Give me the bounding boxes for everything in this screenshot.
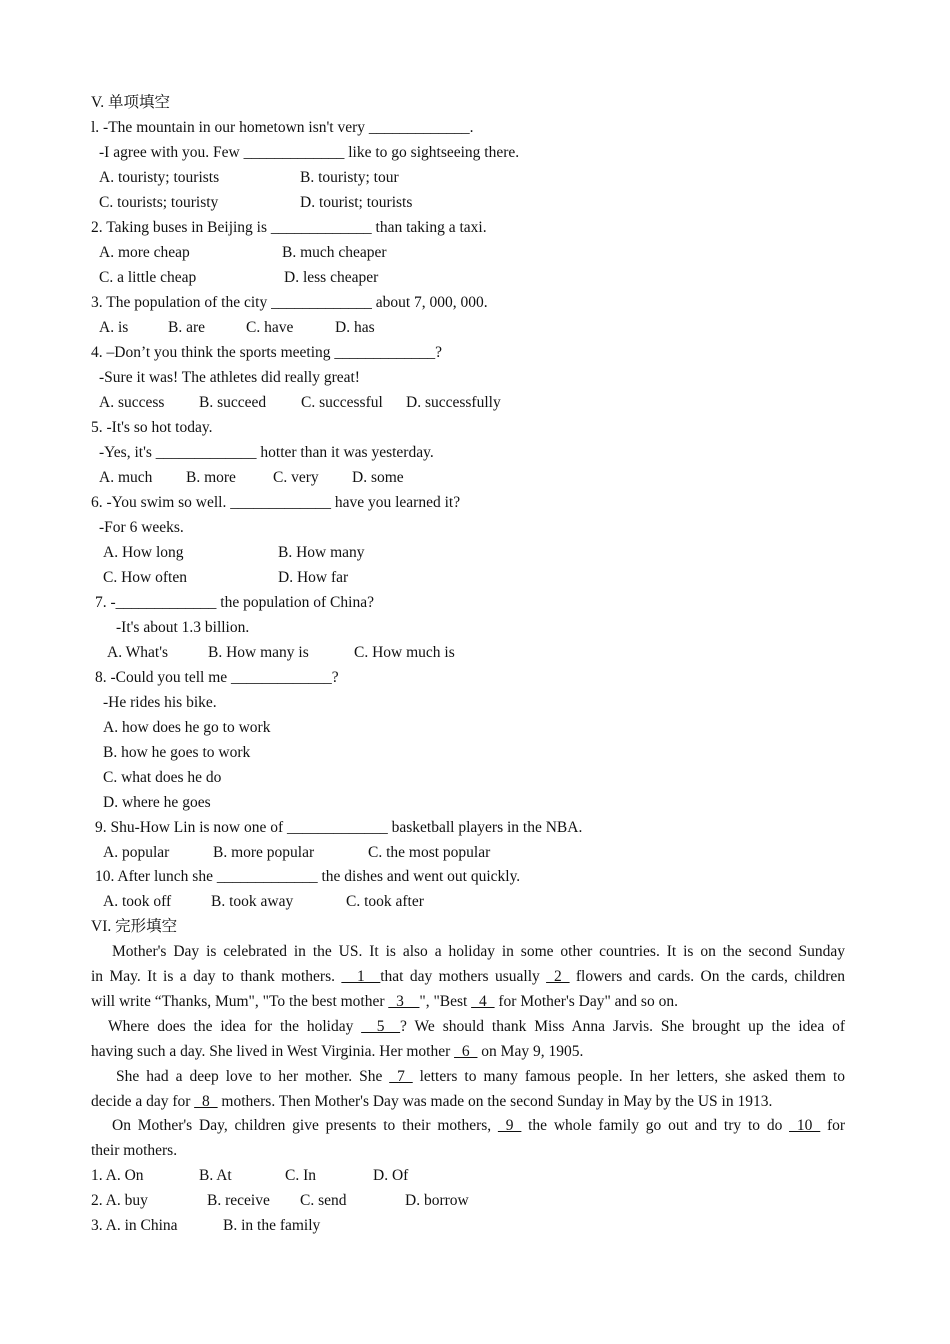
q4-option-b: B. succeed: [199, 394, 267, 411]
q7-option-a: A. What's: [107, 644, 169, 661]
q9-option-b: B. more popular: [213, 844, 315, 861]
question-6-stem: 6. -You swim so well. _____________ have you learned it?: [91, 494, 461, 511]
q8-option-a: A. how does he go to work: [103, 719, 271, 736]
passage-p2-line-1: Where does the idea for the holiday __5__? We should thank Miss Anna Jarvis. She brought up the idea of: [108, 1018, 846, 1035]
cloze-2-option-b: B. receive: [207, 1192, 270, 1209]
q5-option-a: A. much: [99, 469, 153, 486]
question-5-stem: 5. -It's so hot today.: [91, 419, 213, 436]
q3-option-b: B. are: [168, 319, 206, 336]
question-5-reply: -Yes, it's _____________ hotter than it was yesterday.: [99, 444, 434, 461]
q10-option-c: C. took after: [346, 893, 424, 910]
passage-p1-line-3: will write “Thanks, Mum", "To the best mother _3__", "Best _4_ for Mother's Day" and so on.: [91, 993, 678, 1010]
q9-option-c: C. the most popular: [368, 844, 491, 861]
q1-option-b: B. touristy; tour: [300, 169, 399, 186]
section-v-heading: V. 单项填空: [91, 94, 170, 111]
blank-1: __1__: [341, 968, 381, 985]
q6-option-b: B. How many: [278, 544, 365, 561]
question-3-stem: 3. The population of the city _____________ about 7, 000, 000.: [91, 294, 488, 311]
q5-option-d: D. some: [352, 469, 404, 486]
question-1-reply: -I agree with you. Few _____________ like to go sightseeing there.: [99, 144, 520, 161]
passage-p3-line-1: She had a deep love to her mother. She _7_ letters to many famous people. In her letters, she asked them to: [116, 1068, 846, 1085]
q3-option-c: C. have: [246, 319, 294, 336]
q2-option-d: D. less cheaper: [284, 269, 379, 286]
q1-option-c: C. tourists; touristy: [99, 194, 219, 211]
q3-option-a: A. is: [99, 319, 129, 336]
blank-3: _3__: [388, 993, 420, 1010]
q6-option-c: C. How often: [103, 569, 187, 586]
q6-option-d: D. How far: [278, 569, 349, 586]
q2-option-c: C. a little cheap: [99, 269, 197, 286]
blank-6: _6_: [454, 1043, 478, 1060]
section-vi-heading: VI. 完形填空: [91, 918, 178, 935]
cloze-1-option-b: B. At: [199, 1167, 232, 1184]
cloze-2-option-d: D. borrow: [405, 1192, 469, 1209]
blank-7: _7_: [389, 1068, 413, 1085]
blank-5: __5__: [361, 1018, 401, 1035]
passage-p4-line-1: On Mother's Day, children give presents to their mothers, _9_ the whole family go out and try to do _10_ for: [112, 1117, 846, 1134]
question-7-reply: -It's about 1.3 billion.: [116, 619, 250, 636]
passage-p4-line-2: their mothers.: [91, 1142, 178, 1159]
question-9-stem: 9. Shu-How Lin is now one of _____________ basketball players in the NBA.: [95, 819, 583, 836]
passage-p1-line-1: Mother's Day is celebrated in the US. It is also a holiday in some other countries. It is on the second Sunday: [112, 943, 845, 960]
q2-option-a: A. more cheap: [99, 244, 190, 261]
q10-option-b: B. took away: [211, 893, 294, 910]
passage-p2-line-2: having such a day. She lived in West Virginia. Her mother _6_ on May 9, 1905.: [91, 1043, 584, 1060]
question-8-reply: -He rides his bike.: [103, 694, 217, 711]
blank-8: _8_: [194, 1093, 218, 1110]
blank-10: _10_: [789, 1117, 821, 1134]
cloze-3-option-b: B. in the family: [223, 1217, 321, 1234]
q8-option-c: C. what does he do: [103, 769, 222, 786]
blank-2: _2_: [546, 968, 570, 985]
q3-option-d: D. has: [335, 319, 375, 336]
q5-option-b: B. more: [186, 469, 236, 486]
q1-option-d: D. tourist; tourists: [300, 194, 413, 211]
cloze-1-option-c: C. In: [285, 1167, 316, 1184]
question-4-reply: -Sure it was! The athletes did really great!: [99, 369, 360, 386]
q4-option-c: C. successful: [301, 394, 383, 411]
cloze-1-option-a: 1. A. On: [91, 1167, 144, 1184]
q7-option-b: B. How many is: [208, 644, 309, 661]
q6-option-a: A. How long: [103, 544, 184, 561]
q4-option-d: D. successfully: [406, 394, 501, 411]
question-6-reply: -For 6 weeks.: [99, 519, 184, 536]
question-8-stem: 8. -Could you tell me _____________?: [95, 669, 339, 686]
cloze-1-option-d: D. Of: [373, 1167, 409, 1184]
q7-option-c: C. How much is: [354, 644, 455, 661]
question-4-stem: 4. –Don’t you think the sports meeting _____________?: [91, 344, 443, 361]
q4-option-a: A. success: [99, 394, 165, 411]
q1-option-a: A. touristy; tourists: [99, 169, 220, 186]
cloze-2-option-a: 2. A. buy: [91, 1192, 148, 1209]
passage-p1-line-2: in May. It is a day to thank mothers. __1__that day mothers usually _2_ flowers and cards. On the cards, children: [91, 968, 846, 985]
q8-option-d: D. where he goes: [103, 794, 211, 811]
q8-option-b: B. how he goes to work: [103, 744, 251, 761]
question-1-stem: l. -The mountain in our hometown isn't very _____________.: [91, 119, 474, 136]
passage-p3-line-2: decide a day for _8_ mothers. Then Mother's Day was made on the second Sunday in May by the US in 1913.: [91, 1093, 773, 1110]
q5-option-c: C. very: [273, 469, 319, 486]
blank-9: _9_: [497, 1117, 522, 1134]
q10-option-a: A. took off: [103, 893, 172, 910]
q2-option-b: B. much cheaper: [282, 244, 387, 261]
question-10-stem: 10. After lunch she _____________ the dishes and went out quickly.: [95, 868, 521, 885]
blank-4: _4_: [471, 993, 495, 1010]
cloze-3-option-a: 3. A. in China: [91, 1217, 178, 1234]
question-7-stem: 7. -_____________ the population of China?: [95, 594, 374, 611]
question-2-stem: 2. Taking buses in Beijing is _____________ than taking a taxi.: [91, 219, 487, 236]
cloze-2-option-c: C. send: [300, 1192, 347, 1209]
q9-option-a: A. popular: [103, 844, 170, 861]
